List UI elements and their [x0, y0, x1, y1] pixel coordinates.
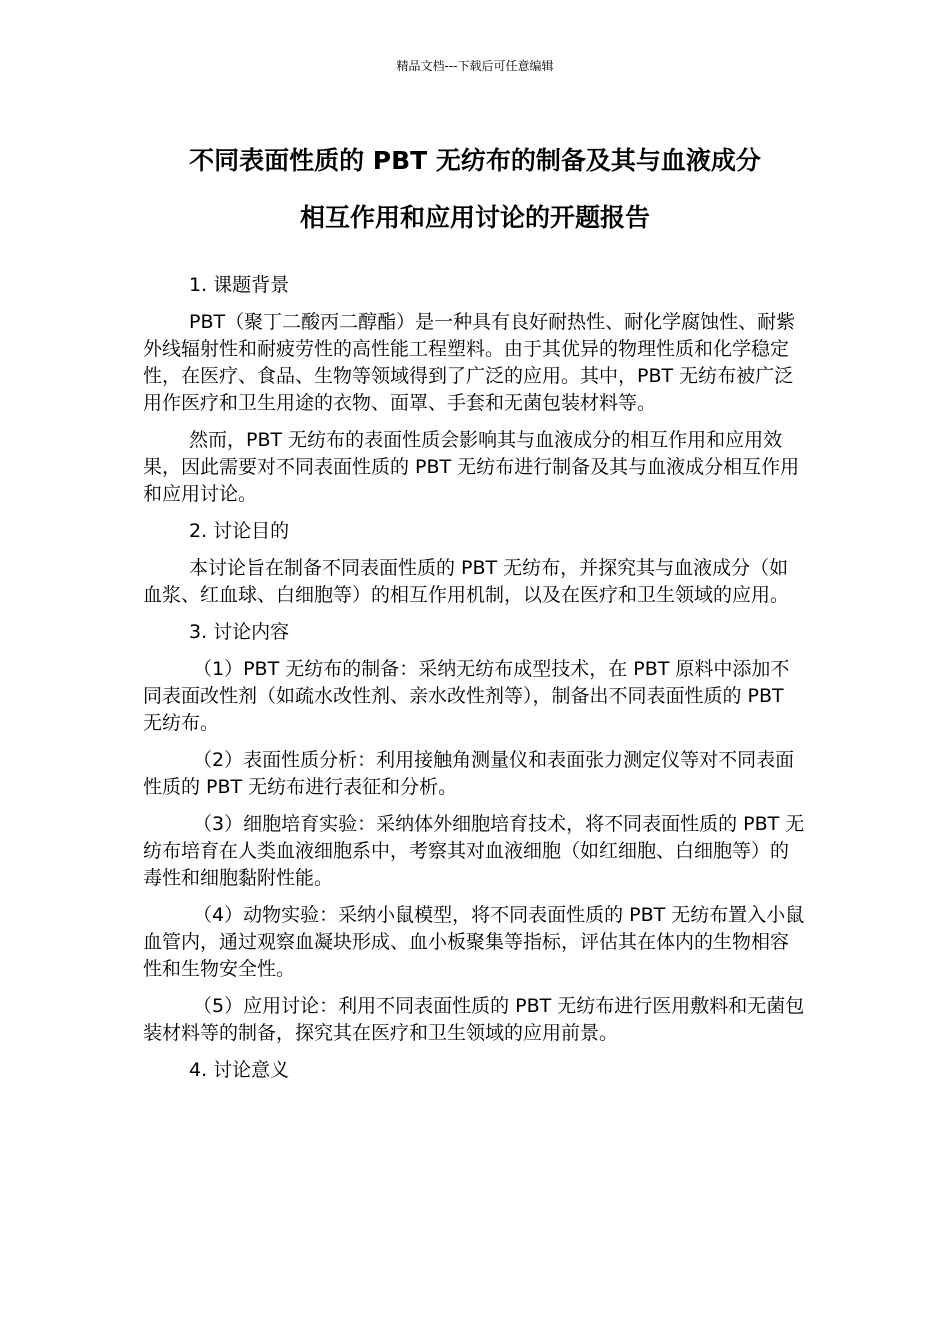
- content-item-1: （1）PBT 无纺布的制备：采纳无纺布成型技术，在 PBT 原料中添加不同表面改性剂（如疏水改性剂、亲水改性剂等），制备出不同表面性质的 PBT 无纺布。: [143, 658, 790, 734]
- section-heading-content: 3. 讨论内容: [189, 621, 290, 643]
- content-item-2: （2）表面性质分析：利用接触角测量仪和表面张力测定仪等对不同表面性质的 PBT 无纺布进行表征和分析。: [143, 749, 795, 798]
- content-item-5: （5）应用讨论：利用不同表面性质的 PBT 无纺布进行医用敷料和无菌包装材料等的制备，探究其在医疗和卫生领域的应用前景。: [143, 995, 805, 1044]
- paragraph-background-1: PBT（聚丁二酸丙二醇酯）是一种具有良好耐热性、耐化学腐蚀性、耐紫外线辐射性和耐疲劳性的高性能工程塑料。由于其优异的物理性质和化学稳定性，在医疗、食品、生物等领域得到了广泛的应用。其中，PBT 无纺布被广泛用作医疗和卫生用途的衣物、面罩、手套和无菌包装材料等。: [143, 311, 796, 414]
- section-heading-significance: 4. 讨论意义: [189, 1059, 290, 1081]
- page-header: 精品文档---下载后可任意编辑: [396, 59, 554, 73]
- section-heading-background: 1. 课题背景: [189, 274, 290, 296]
- content-item-3: （3）细胞培育实验：采纳体外细胞培育技术，将不同表面性质的 PBT 无纺布培育在人类血液细胞系中，考察其对血液细胞（如红细胞、白细胞等）的毒性和细胞黏附性能。: [143, 813, 805, 889]
- content-item-4: （4）动物实验：采纳小鼠模型，将不同表面性质的 PBT 无纺布置入小鼠血管内，通过观察血凝块形成、血小板聚集等指标，评估其在体内的生物相容性和生物安全性。: [143, 904, 805, 980]
- paragraph-background-2: 然而，PBT 无纺布的表面性质会影响其与血液成分的相互作用和应用效果，因此需要对不同表面性质的 PBT 无纺布进行制备及其与血液成分相互作用和应用讨论。: [143, 429, 800, 505]
- section-heading-purpose: 2. 讨论目的: [189, 520, 290, 542]
- document-title: [100, 132, 850, 246]
- document-body: [143, 272, 805, 1094]
- title-line-1: 不同表面性质的 PBT 无纺布的制备及其与血液成分: [189, 146, 761, 175]
- paragraph-purpose: 本讨论旨在制备不同表面性质的 PBT 无纺布，并探究其与血液成分（如血浆、红血球、白细胞等）的相互作用机制，以及在医疗和卫生领域的应用。: [143, 557, 790, 606]
- title-line-2: 相互作用和应用讨论的开题报告: [299, 203, 650, 232]
